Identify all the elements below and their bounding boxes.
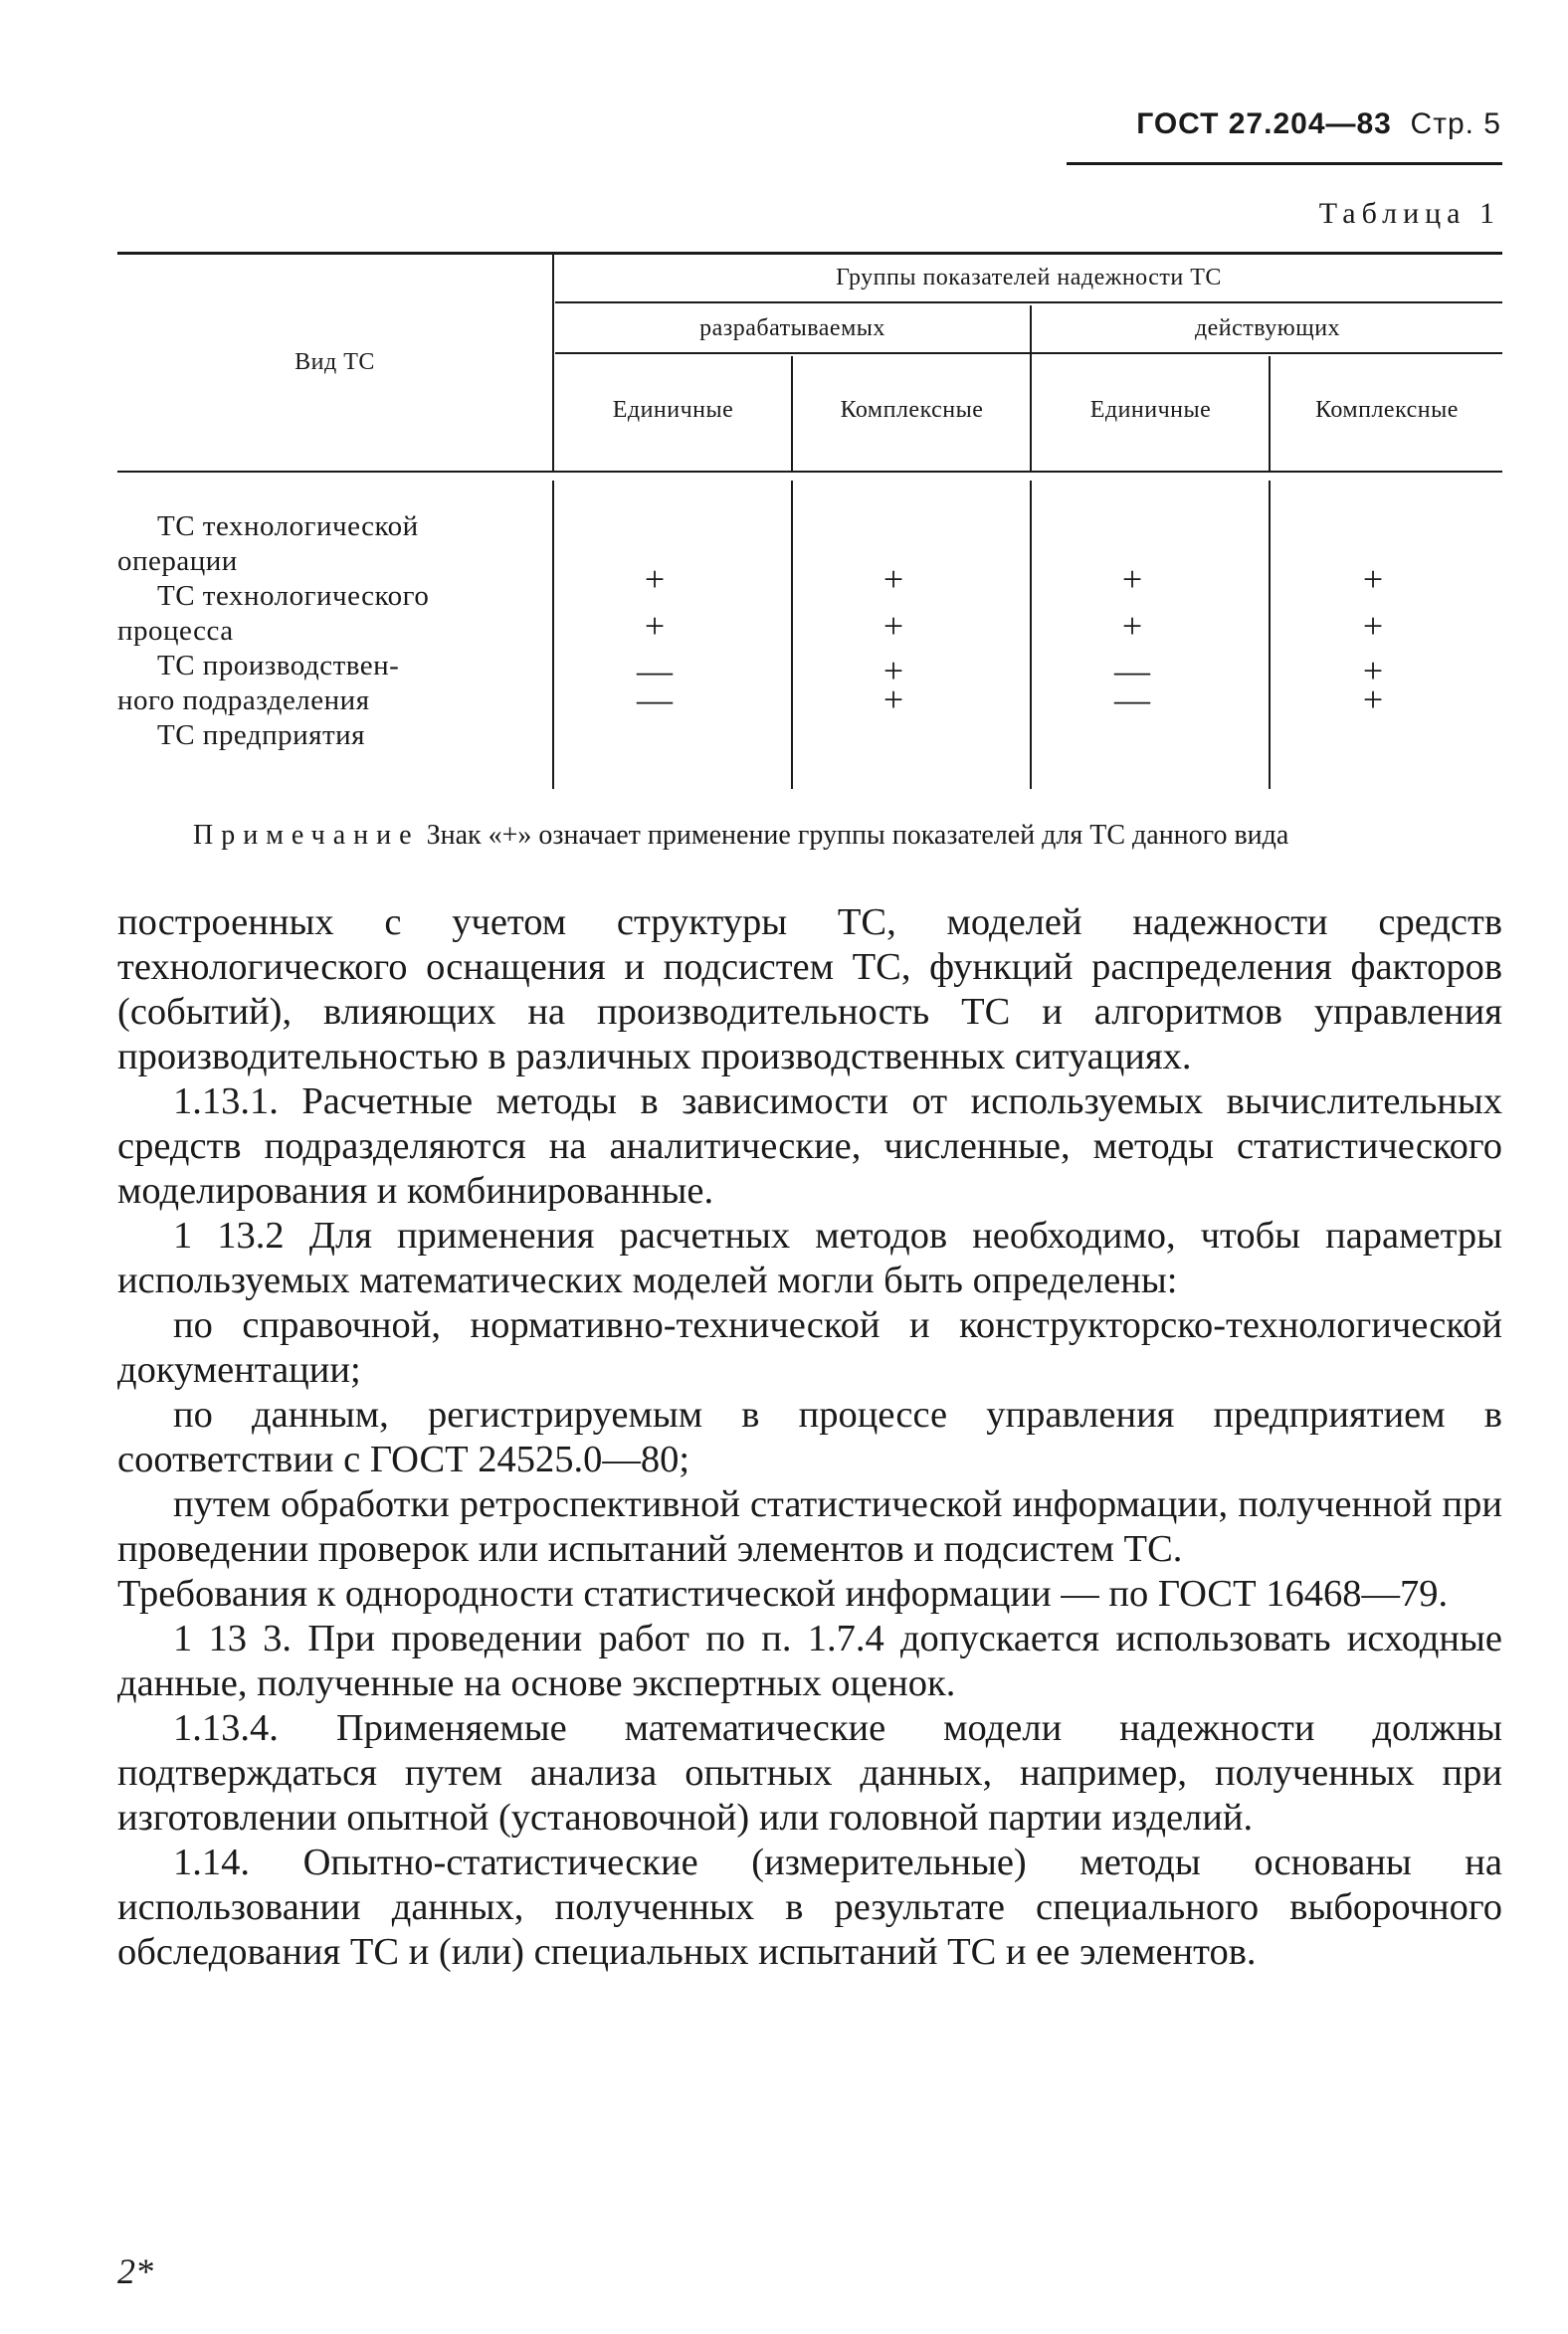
row-label-line: операции [117, 545, 238, 577]
table-cell-mark: — [1114, 651, 1150, 690]
table-cell-mark: + [644, 559, 666, 599]
table-cell-mark: + [1121, 559, 1143, 599]
vline-header-3 [1269, 356, 1271, 471]
subgroup-operating: действующих [1194, 315, 1341, 341]
column-header-1: Единичные [612, 397, 734, 423]
row-label-line: ТС технологической [157, 510, 419, 542]
note-label: Примечание [193, 820, 420, 851]
column-header-3: Единичные [1089, 397, 1212, 423]
vline-body-0 [552, 481, 554, 789]
reliability-groups-table [117, 252, 1502, 799]
header-divider-2 [555, 352, 1502, 354]
table-row-label [117, 509, 429, 753]
page-number: Стр. 5 [1410, 107, 1501, 140]
row-label-line: ТС производствен- [157, 650, 400, 681]
paragraph: построенных с учетом структуры ТС, моделей надежности средств технологического оснащения и подсистем ТС, функций распределения факторов (событий), влияющих на производительность ТС и алгоритмов управления производительностью в различных производственных ситуациях. [117, 901, 1502, 1077]
subgroup-developed: разрабатываемых [699, 315, 885, 341]
vline-header-mid [1030, 305, 1032, 471]
paragraph: 1 13 3. При проведении работ по п. 1.7.4 допускается использовать исходные данные, полученные на основе экспертных оценок. [117, 1618, 1502, 1704]
paragraph: 1.13.1. Расчетные методы в зависимости от используемых вычислительных средств подразделяются на аналитические, численные, методы статистического моделирования и комбинированные. [117, 1080, 1502, 1212]
table-cell-mark: + [1362, 651, 1384, 690]
column-header-2: Комплексные [840, 397, 984, 423]
page-header [1136, 107, 1501, 141]
group-header-cell: Группы показателей надежности ТС [836, 265, 1222, 291]
signature-mark: 2* [117, 2251, 153, 2291]
table-note [117, 818, 1502, 854]
column-header-4: Комплексные [1315, 397, 1459, 423]
note-text: Знак «+» означает применение группы показателей для ТС данного вида [426, 820, 1289, 851]
table-cell-mark: + [882, 606, 904, 646]
row-header-cell: Вид ТС [294, 349, 375, 375]
paragraph: 1.13.4. Применяемые математические модели надежности должны подтверждаться путем анализа опытных данных, например, полученных при изготовлении опытной (установочной) или головной партии изделий. [117, 1707, 1502, 1839]
standard-number: ГОСТ 27.204—83 [1136, 107, 1392, 140]
table-top-rule [117, 252, 1502, 255]
table-cell-mark: — [637, 651, 673, 690]
vline-body-2 [1030, 481, 1032, 789]
header-rule [1067, 162, 1502, 165]
table-cell-mark: + [882, 680, 904, 719]
table-cell-mark: + [644, 606, 666, 646]
row-label-line: ТС предприятия [157, 719, 365, 751]
paragraph: 1.14. Опытно-статистические (измерительные) методы основаны на использовании данных, полученных в результате специального выборочного обследования ТС и (или) специальных испытаний ТС и ее элементов. [117, 1842, 1502, 1973]
paragraph: Требования к однородности статистической информации — по ГОСТ 16468—79. [117, 1573, 1449, 1615]
table-cell-mark: + [882, 651, 904, 690]
table-cell-mark: + [1362, 559, 1384, 599]
paragraph: по данным, регистрируемым в процессе управления предприятием в соответствии с ГОСТ 24525.0—80; [117, 1394, 1502, 1480]
paragraph: 1 13.2 Для применения расчетных методов необходимо, чтобы параметры используемых математических моделей могли быть определены: [117, 1215, 1502, 1301]
header-bottom-rule [117, 471, 1502, 473]
vline-body-3 [1269, 481, 1271, 789]
body-text [117, 900, 1502, 1975]
table-cell-mark: — [1114, 680, 1150, 719]
vline-header-0 [552, 255, 554, 471]
row-label-line: процесса [117, 615, 234, 647]
row-label-line: ного подразделения [117, 684, 370, 716]
row-label-line: ТС технологического [157, 580, 430, 612]
paragraph: путем обработки ретроспективной статистической информации, полученной при проведении проверок или испытаний элементов и подсистем ТС. [117, 1483, 1502, 1570]
table-cell-mark: + [1362, 606, 1384, 646]
table-cell-mark: + [1362, 680, 1384, 719]
table-cell-mark: — [637, 680, 673, 719]
paragraph: по справочной, нормативно-технической и конструкторско-технологической документации; [117, 1304, 1502, 1391]
table-cell-mark: + [1121, 606, 1143, 646]
vline-body-1 [791, 481, 793, 789]
vline-header-1 [791, 356, 793, 471]
table-cell-mark: + [882, 559, 904, 599]
header-divider-1 [555, 301, 1502, 303]
table-label: Таблица 1 [1318, 197, 1500, 230]
